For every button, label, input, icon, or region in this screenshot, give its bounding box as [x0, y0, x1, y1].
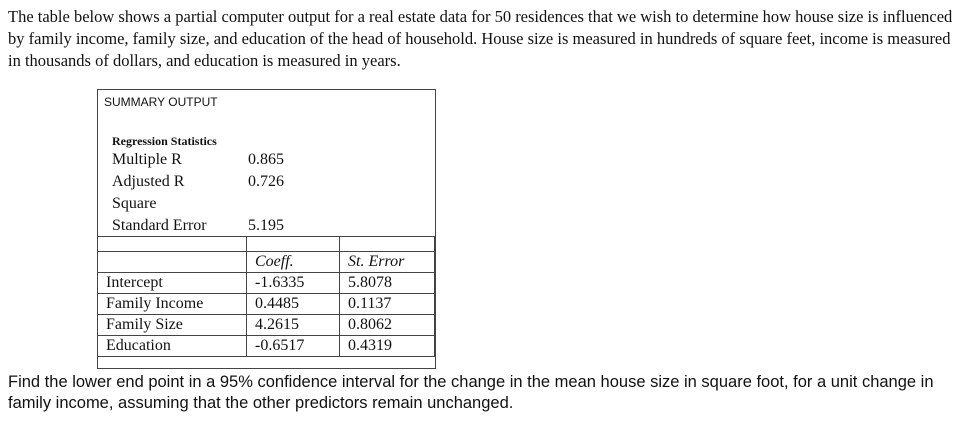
coeff-value: -0.6517 [247, 336, 340, 357]
header-blank [98, 252, 247, 273]
standard-error-value: 5.195 [248, 217, 284, 234]
row-label: Intercept [98, 273, 247, 294]
row-label: Education [98, 336, 247, 357]
coeff-value: 0.4485 [247, 294, 340, 315]
header-st-error: St. Error [340, 252, 435, 273]
table-row [98, 336, 435, 357]
adjusted-r-value: 0.726 [248, 173, 284, 190]
adjusted-r-label-square: Square [112, 195, 157, 212]
table-row [98, 294, 435, 315]
table-header-row [98, 252, 435, 273]
st-error-value: 0.1137 [340, 294, 435, 315]
coeff-value: -1.6335 [247, 273, 340, 294]
multiple-r-label: Multiple R [112, 151, 182, 168]
table-spacer-row [98, 237, 435, 252]
coefficients-table [97, 236, 435, 357]
header-coeff: Coeff. [247, 252, 340, 273]
standard-error-label: Standard Error [112, 217, 207, 234]
adjusted-r-label: Adjusted R [112, 173, 185, 190]
row-label: Family Income [98, 294, 247, 315]
st-error-value: 5.8078 [340, 273, 435, 294]
coeff-value: 4.2615 [247, 315, 340, 336]
problem-intro: The table below shows a partial computer output for a real estate data for 50 residences that we wish to determine how house size is influenced by family income, family size, and education of the head of household. House size is measured in hundreds of square feet, income is measured in thousands of dollars, and education is measured in years. [8, 7, 953, 70]
regression-statistics-heading: Regression Statistics [112, 134, 217, 148]
summary-output-title: SUMMARY OUTPUT [104, 95, 218, 109]
st-error-value: 0.8062 [340, 315, 435, 336]
st-error-value: 0.4319 [340, 336, 435, 357]
table-row [98, 315, 435, 336]
table-row [98, 273, 435, 294]
question-text: Find the lower end point in a 95% confidence interval for the change in the mean house size in square foot, for a unit change in family income, assuming that the other predictors remain unchanged. [8, 373, 934, 412]
row-label: Family Size [98, 315, 247, 336]
multiple-r-value: 0.865 [248, 151, 284, 168]
